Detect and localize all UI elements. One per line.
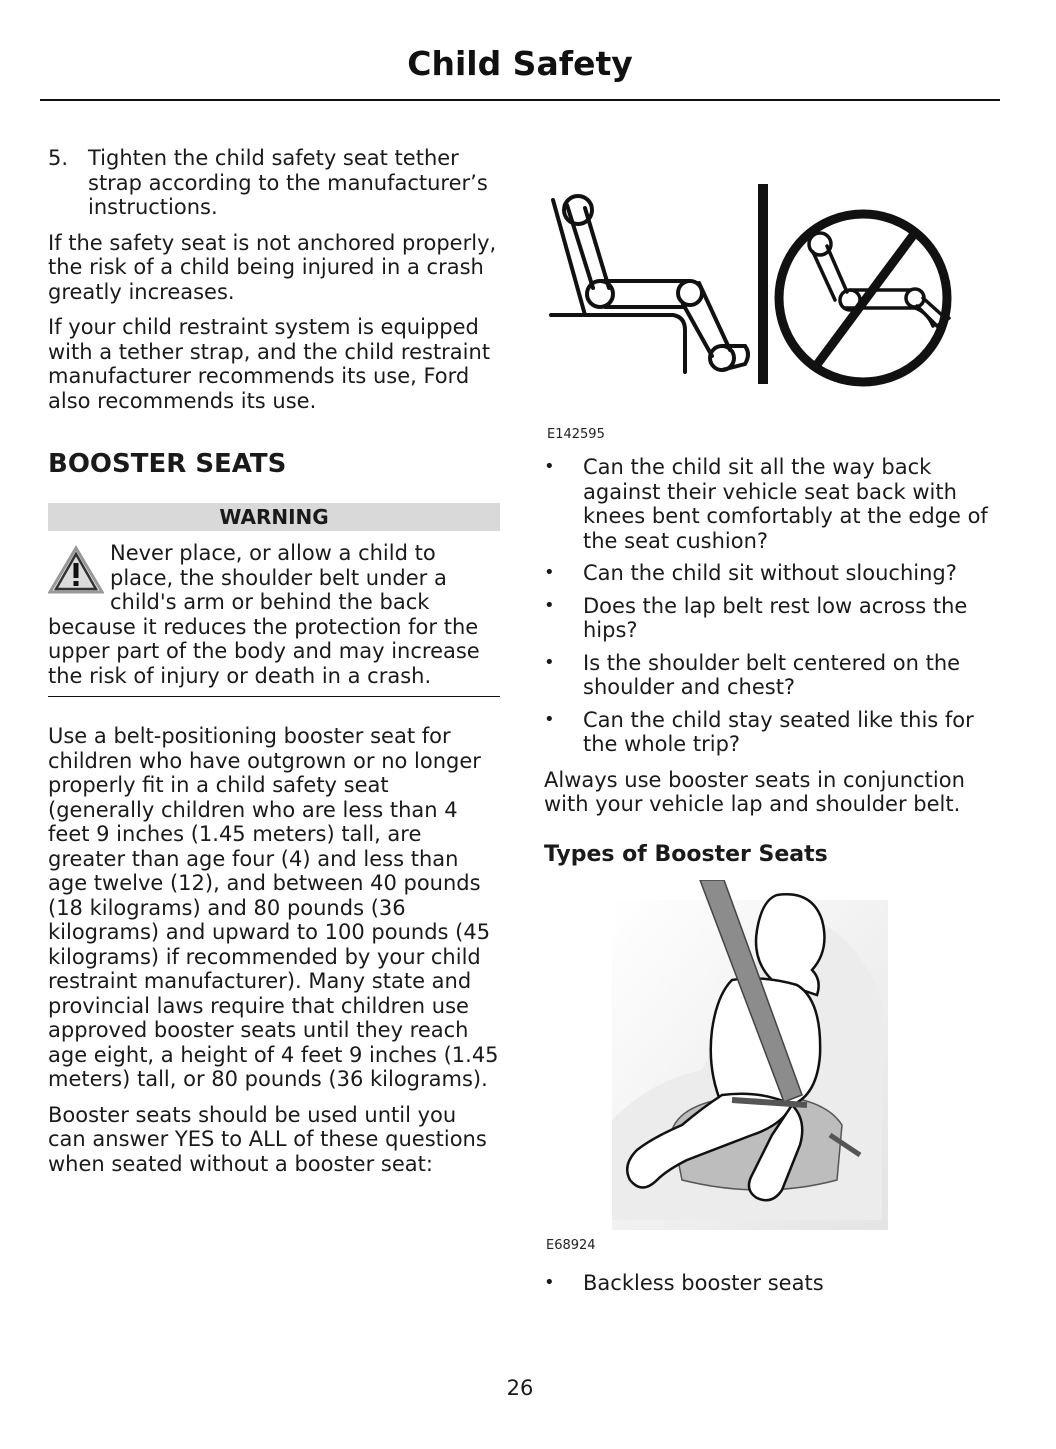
warning-label: WARNING [48,503,500,531]
bullet-glyph: • [544,1272,555,1293]
step-text: Tighten the child safety seat tether strap according to the manufacturer’s instructions. [88,146,488,219]
warning-triangle-icon [48,545,104,595]
list-item-text: Backless booster seats [583,1271,824,1295]
list-item [544,594,999,643]
figure-code-e68924: E68924 [546,1238,596,1253]
list-item [544,651,999,700]
sub-heading-types: Types of Booster Seats [544,841,828,867]
figure-divider [758,184,768,384]
list-item-text: Can the child sit all the way back against their vehicle seat back with knees bent comfortably at the edge of the seat cushion? [583,455,988,553]
title-divider [40,99,1000,101]
list-item [544,708,999,757]
correct-seating-figure [551,196,748,372]
paragraph-tether-strap: If your child restraint system is equipped with a tether strap, and the child restraint manufacturer recommends its use, Ford also recommends its use. [48,315,491,413]
page-title: Child Safety [407,44,633,83]
bullet-glyph: • [544,562,555,583]
final-list [544,1271,999,1304]
list-item [544,455,999,553]
warning-text: Never place, or allow a child to place, the shoulder belt under a child's arm or behind the back because it reduces the protection for the upper part of the body and may increase the risk of injury or death in a crash. [48,541,480,688]
paragraph-questions-intro: Booster seats should be used until you can answer YES to ALL of these questions when seated without a booster seat: [48,1102,487,1176]
paragraph-booster-usage: Use a belt-positioning booster seat for children who have outgrown or no longer properly fit in a child safety seat (generally children who are less than 4 feet 9 inches (1.45 meters) tall, are greater than age four (4) and less than age twelve (12), and between 40 pounds (18 kilograms) and 80 pounds (36 kilograms) and upward to 100 pounds (45 kilograms) if recommended by your child restraint manufacturer). Many state and provincial laws require that children use approved booster seats until they reach age eight, a height of 4 feet 9 inches (1.45 meters) tall, or 80 pounds (36 kilograms). [48,724,499,1091]
figure-code-e142595: E142595 [547,427,605,442]
list-item-text: Is the shoulder belt centered on the shoulder and chest? [583,650,961,699]
paragraph-anchor-risk: If the safety seat is not anchored properly, the risk of a child being injured in a crash greatly increases. [48,230,497,304]
seat-position-illustration [545,180,965,390]
step-number: 5. [48,146,69,170]
bullet-glyph: • [544,594,555,616]
list-item-text: Can the child sit without slouching? [583,561,957,585]
left-column [48,146,500,1187]
page-number: 26 [506,1376,534,1400]
bullet-glyph: • [544,651,555,673]
list-item [544,1271,999,1296]
list-item-text: Does the lap belt rest low across the hips? [583,593,968,642]
bullet-glyph: • [544,456,555,477]
paragraph-use-with-belt: Always use booster seats in conjunction with your vehicle lap and shoulder belt. [544,767,965,816]
step-5 [48,146,500,220]
list-item-text: Can the child stay seated like this for the whole trip? [583,707,974,756]
backless-booster-illustration [612,880,888,1230]
list-item [544,561,999,586]
section-heading-booster-seats: BOOSTER SEATS [48,449,287,479]
right-column [544,455,999,867]
warning-box [48,541,500,697]
bullet-glyph: • [544,708,555,730]
